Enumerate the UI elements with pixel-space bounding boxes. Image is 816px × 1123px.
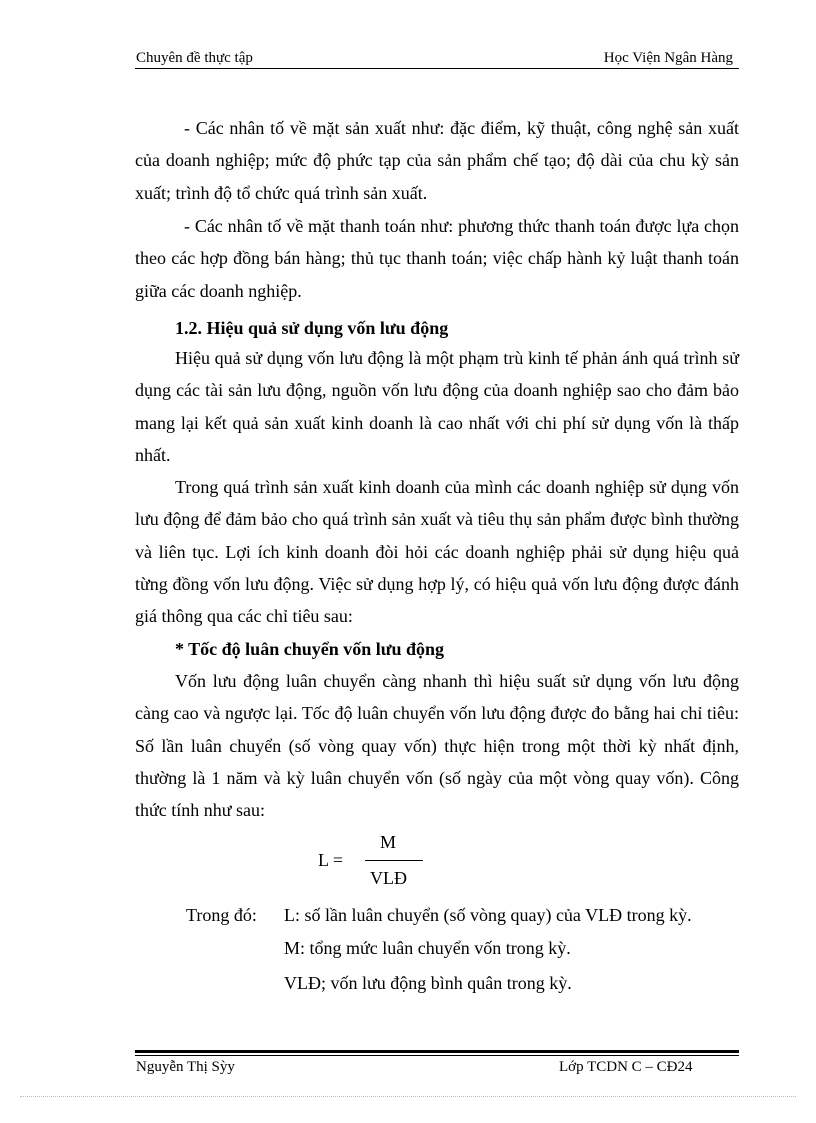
footer-author: Nguyễn Thị Sỳy: [136, 1059, 235, 1075]
header-left-title: Chuyên đề thực tập: [136, 50, 253, 66]
page-header: [135, 48, 739, 72]
paragraph-usage-context: Trong quá trình sản xuất kinh doanh của mình các doanh nghiệp sử dụng vốn lưu động để đảm bảo cho quá trình sản xuất và tiêu thụ sản phẩm được bình thường và liên tục. Lợi ích kinh doanh đòi hỏi các doanh nghiệp phải sử dụng hiệu quả từng đồng vốn lưu động. Việc sử dụng hợp lý, có hiệu quả vốn lưu động được đánh giá thông qua các chỉ tiêu sau:: [135, 477, 739, 627]
header-rule: [135, 68, 739, 69]
definition-VLD: VLĐ; vốn lưu động bình quân trong kỳ.: [284, 973, 572, 993]
footer-rule-thick: [135, 1050, 739, 1053]
definition-M: M: tổng mức luân chuyển vốn trong kỳ.: [284, 938, 571, 958]
paragraph-turnover-explanation: Vốn lưu động luân chuyển càng nhanh thì hiệu suất sử dụng vốn lưu động càng cao và ngược lại. Tốc độ luân chuyển vốn lưu động được đo bằng hai chỉ tiêu: Số lần luân chuyển (số vòng quay vốn) thực hiện trong một thời kỳ nhất định, thường là 1 năm và kỳ luân chuyển vốn (số ngày của một vòng quay vốn). Công thức tính như sau:: [135, 671, 739, 821]
formula-denominator: VLĐ: [370, 868, 407, 888]
definition-L: L: số lần luân chuyển (số vòng quay) của VLĐ trong kỳ.: [284, 905, 692, 925]
page-bottom-dotted-border: [20, 1096, 796, 1097]
where-label: Trong đó:: [186, 905, 257, 925]
paragraph-payment-factors: - Các nhân tố về mặt thanh toán như: phương thức thanh toán được lựa chọn theo các hợp đồng bán hàng; thủ tục thanh toán; việc chấp hành kỷ luật thanh toán giữa các doanh nghiệp.: [135, 216, 739, 301]
footer-rule-thin: [135, 1055, 739, 1056]
footer-class: Lớp TCDN C – CĐ24: [559, 1059, 693, 1075]
paragraph-efficiency-definition: Hiệu quả sử dụng vốn lưu động là một phạm trù kinh tế phản ánh quá trình sử dụng các tài sản lưu động, nguồn vốn lưu động của doanh nghiệp sao cho đảm bảo mang lại kết quả sản xuất kinh doanh là cao nhất với chi phí sử dụng vốn là thấp nhất.: [135, 348, 739, 465]
header-right-institution: Học Viện Ngân Hàng: [603, 50, 733, 66]
turnover-formula: [318, 832, 438, 892]
subheading-turnover-speed: * Tốc độ luân chuyển vốn lưu động: [175, 639, 445, 659]
formula-lhs: L =: [318, 850, 343, 870]
section-heading-1-2: 1.2. Hiệu quả sử dụng vốn lưu động: [175, 318, 449, 338]
formula-numerator: M: [380, 832, 397, 852]
paragraph-production-factors: - Các nhân tố về mặt sản xuất như: đặc điểm, kỹ thuật, công nghệ sản xuất của doanh nghiệp; mức độ phức tạp của sản phẩm chế tạo; độ dài của chu kỳ sản xuất; trình độ tổ chức quá trình sản xuất.: [135, 118, 739, 203]
formula-fraction-bar: [365, 860, 423, 861]
